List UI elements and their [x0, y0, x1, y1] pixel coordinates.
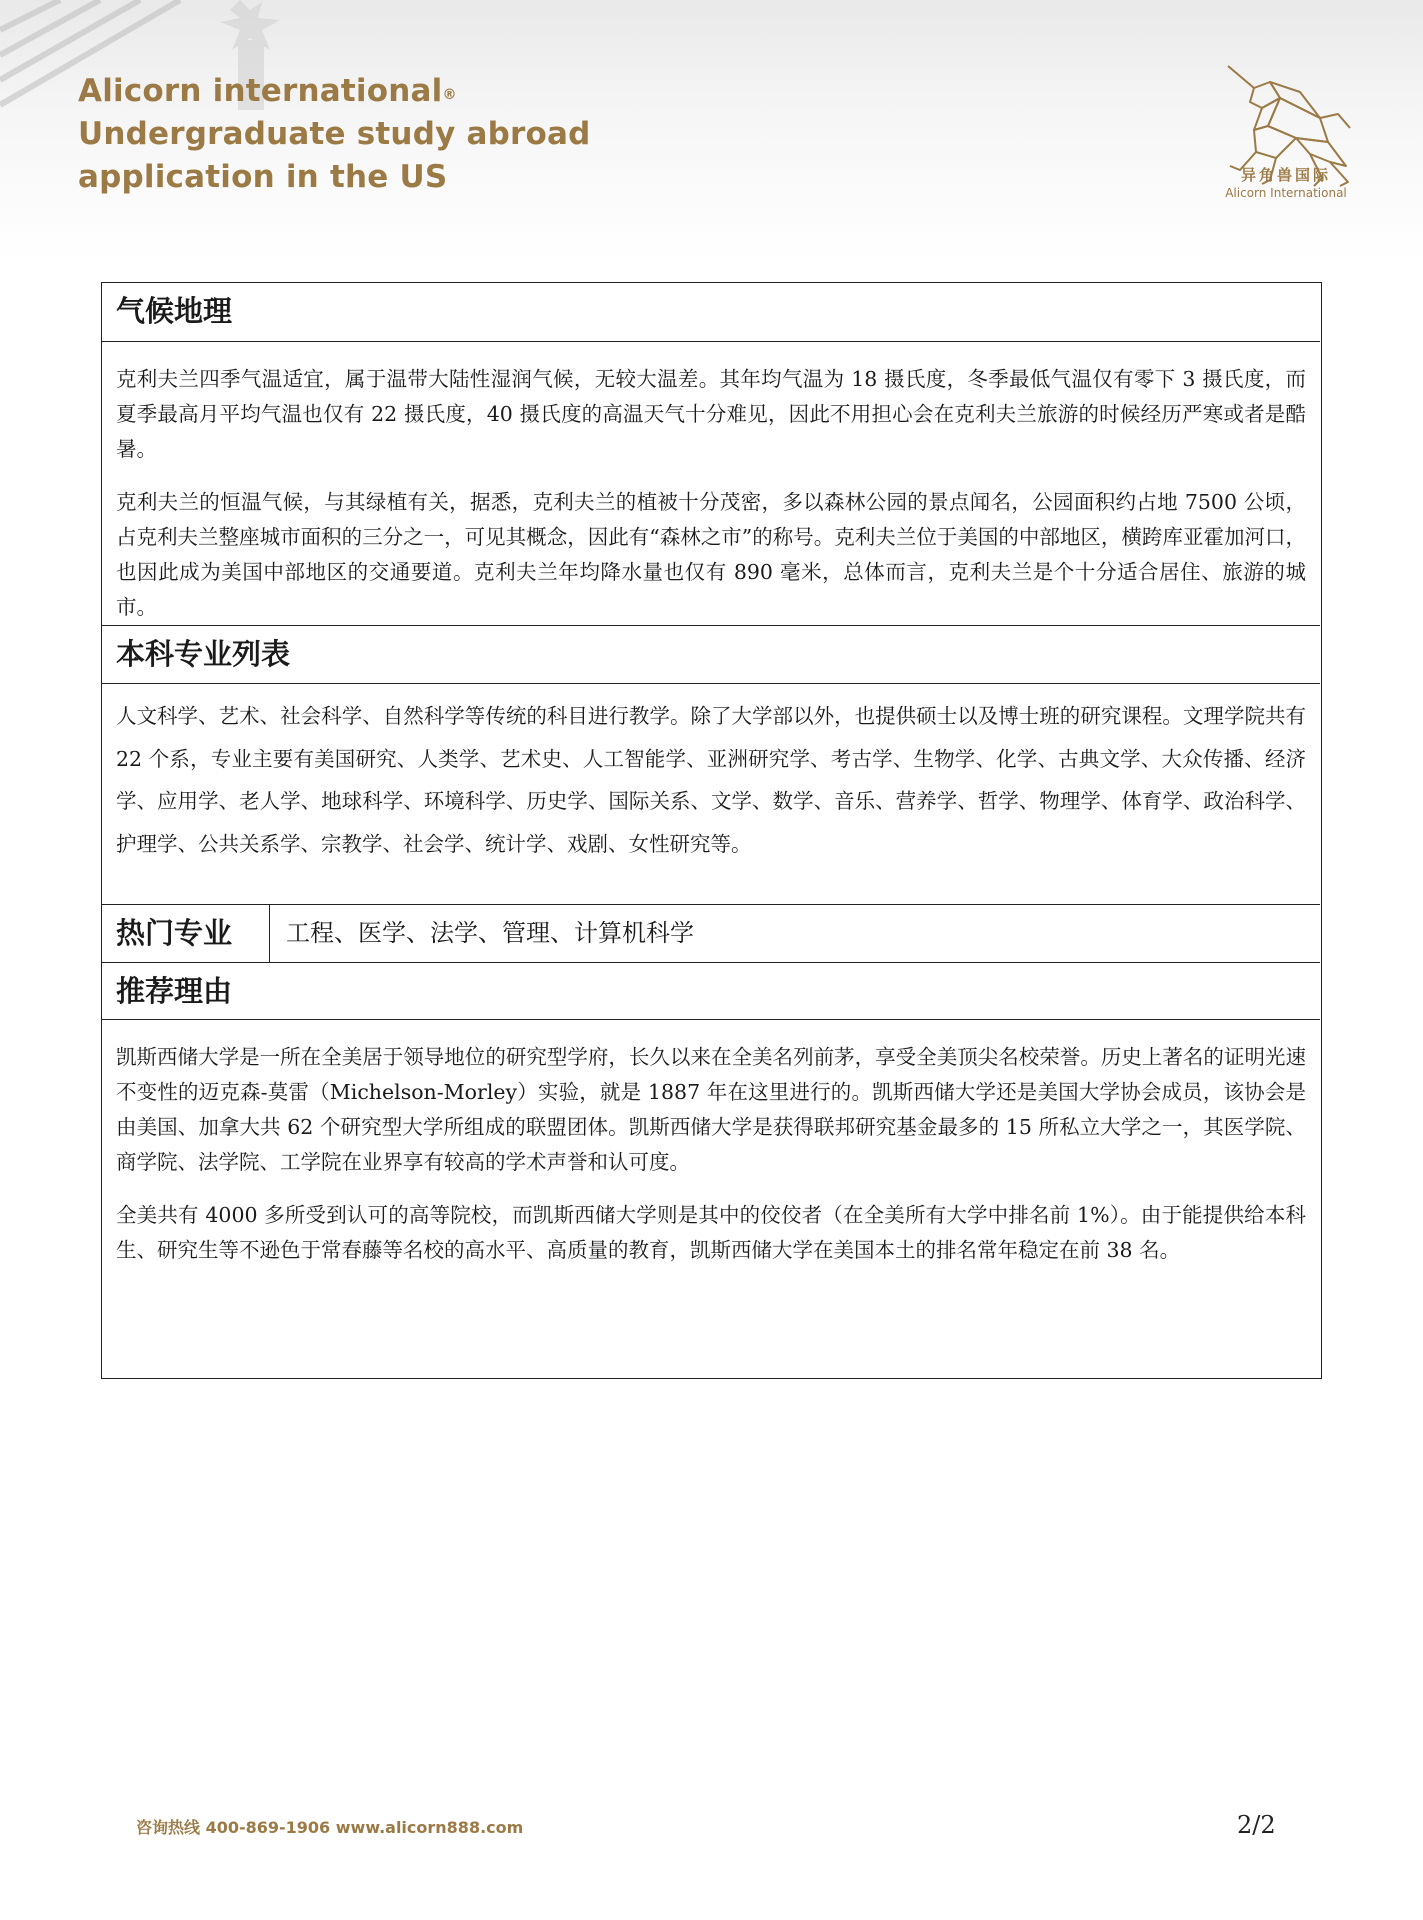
brand-line-1: Alicorn international	[78, 73, 443, 109]
majors-paragraph: 人文科学、艺术、社会科学、自然科学等传统的科目进行教学。除了大学部以外，也提供硕士以及博士班的研究课程。文理学院共有 22 个系，专业主要有美国研究、人类学、艺术史、人工智能学、亚洲研究学、考古学、生物学、化学、古典文学、大众传播、经济学、应用学、老人学、地球科学、环境科学、历史学、国际关系、文学、数学、音乐、营养学、哲学、物理学、体育学、政治科学、护理学、公共关系学、宗教学、社会学、统计学、戏剧、女性研究等。	[116, 704, 1306, 856]
climate-paragraph-2: 克利夫兰的恒温气候，与其绿植有关，据悉，克利夫兰的植被十分茂密，多以森林公园的景点闻名，公园面积约占地 7500 公顷，占克利夫兰整座城市面积的三分之一，可见其概念，因此有“森林之市”的称号。克利夫兰位于美国的中部地区，横跨库亚霍加河口，也因此成为美国中部地区的交通要道。克利夫兰年均降水量也仅有 890 毫米，总体而言，克利夫兰是个十分适合居住、旅游的城市。	[116, 490, 1306, 619]
registered-mark: ®	[442, 87, 457, 103]
climate-heading: 气候地理	[116, 294, 233, 328]
majors-heading: 本科专业列表	[116, 637, 291, 671]
reasons-paragraph-1: 凯斯西储大学是一所在全美居于领导地位的研究型学府，长久以来在全美名列前茅，享受全美顶尖名校荣誉。历史上著名的证明光速不变性的迈克森-莫雷（Michelson-Morley）实验，就是 1887 年在这里进行的。凯斯西储大学还是美国大学协会成员，该协会是由美国、加拿大共 62 个研究型大学所组成的联盟团体。凯斯西储大学是获得联邦研究基金最多的 15 所私立大学之一，其医学院、商学院、法学院、工学院在业界享有较高的学术声誉和认可度。	[116, 1045, 1306, 1174]
climate-heading-row	[102, 283, 1320, 342]
climate-content-row	[102, 342, 1320, 626]
climate-paragraph-1: 克利夫兰四季气温适宜，属于温带大陆性湿润气候，无较大温差。其年均气温为 18 摄氏度，冬季最低气温仅有零下 3 摄氏度，而夏季最高月平均气温也仅有 22 摄氏度，40 摄氏度的高温天气十分难见，因此不用担心会在克利夫兰旅游的时候经历严寒或者是酷暑。	[116, 367, 1306, 461]
page-number: 2/2	[1237, 1811, 1276, 1839]
hot-majors-value: 工程、医学、法学、管理、计算机科学	[286, 919, 694, 947]
logo-english-name: Alicorn International	[1225, 186, 1347, 200]
reasons-paragraph-2: 全美共有 4000 多所受到认可的高等院校，而凯斯西储大学则是其中的佼佼者（在全美所有大学中排名前 1%）。由于能提供给本科生、研究生等不逊色于常春藤等名校的高水平、高质量的教育，凯斯西储大学在美国本土的排名常年稳定在前 38 名。	[116, 1203, 1306, 1262]
reasons-content-row	[102, 1020, 1320, 1378]
hot-majors-row	[102, 905, 1320, 963]
majors-content-row	[102, 684, 1320, 905]
brand-line-3: application in the US	[78, 159, 448, 195]
brand-line-2: Undergraduate study abroad	[78, 116, 591, 152]
majors-heading-row	[102, 626, 1320, 684]
footer-contact-info: 咨询热线 400-869-1906 www.alicorn888.com	[136, 1818, 524, 1837]
brand-title	[78, 70, 698, 199]
info-table	[101, 282, 1322, 1379]
logo-chinese-name: 异角兽国际	[1240, 166, 1331, 184]
reasons-heading: 推荐理由	[116, 974, 233, 1008]
hot-majors-label: 热门专业	[102, 905, 270, 963]
reasons-heading-row	[102, 963, 1320, 1020]
